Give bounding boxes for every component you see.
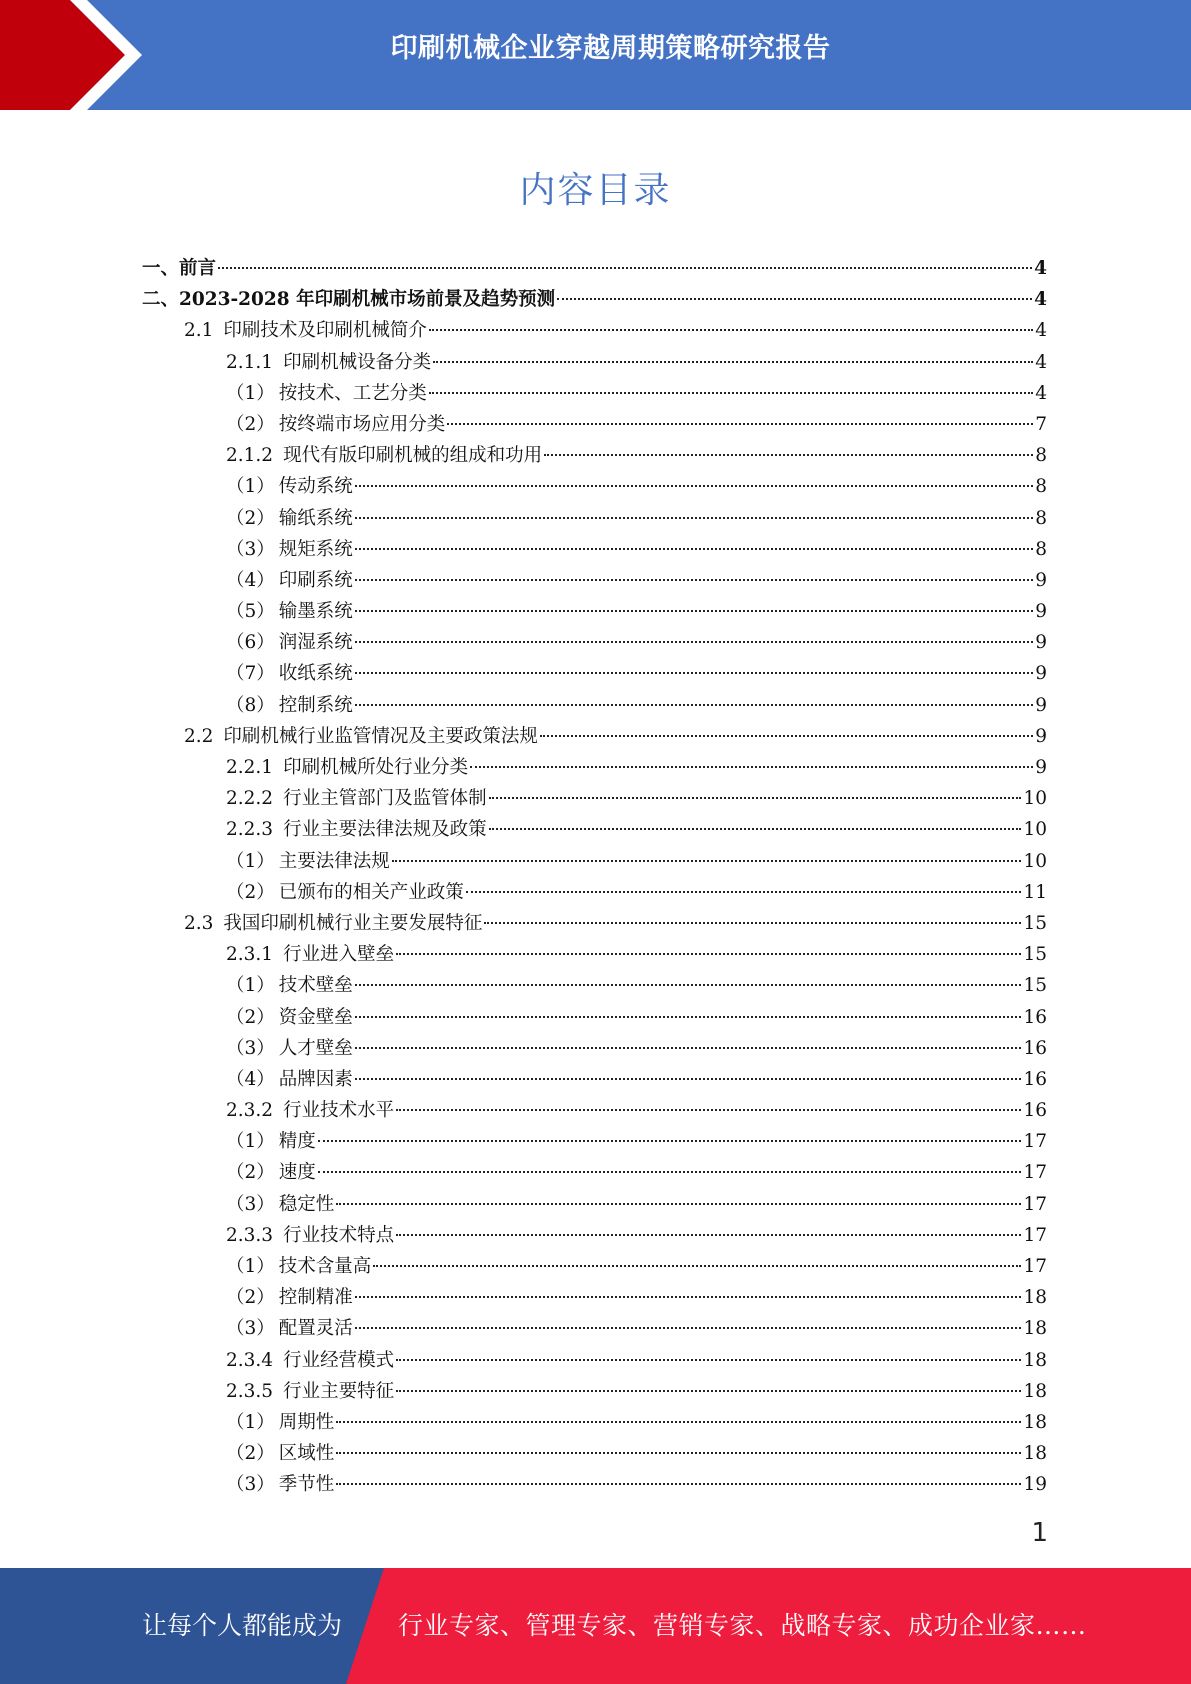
dot-leader — [544, 454, 1033, 456]
toc-entry[interactable] — [142, 784, 1047, 815]
toc-entry-page: 17 — [1023, 1193, 1047, 1215]
dot-leader — [355, 610, 1033, 612]
toc-entry-page: 11 — [1023, 881, 1047, 903]
toc-entry-title: 周期性 — [278, 1411, 335, 1433]
toc-entry-number: 2.3.3 — [226, 1224, 274, 1246]
toc-entry-number: 2.2.1 — [226, 757, 274, 778]
toc-entry-title: 现代有版印刷机械的组成和功用 — [283, 445, 543, 467]
toc-entry[interactable] — [142, 254, 1047, 285]
toc-entry[interactable] — [142, 1470, 1047, 1501]
toc-entry-number: 2.2.2 — [226, 788, 274, 810]
toc-entry-number: 二、 — [142, 289, 180, 311]
toc-entry-title: 配置灵活 — [278, 1318, 353, 1340]
toc-entry-title: 我国印刷机械行业主要发展特征 — [223, 912, 483, 934]
toc-entry[interactable] — [142, 1408, 1047, 1439]
toc-entry-title: 印刷机械设备分类 — [283, 351, 432, 373]
toc-entry[interactable] — [142, 1377, 1047, 1408]
dot-leader — [318, 1171, 1022, 1173]
toc-entry-number: 2.2 — [184, 725, 214, 747]
toc-entry-number: （1） — [226, 1131, 275, 1153]
page-number: 1 — [1031, 1518, 1048, 1548]
dot-leader — [429, 392, 1033, 394]
dot-leader — [429, 329, 1033, 331]
toc-entry-number: （5） — [226, 601, 275, 623]
dot-leader — [336, 1452, 1021, 1454]
toc-entry-page: 4 — [1035, 351, 1047, 373]
toc-entry-page: 17 — [1023, 1162, 1047, 1184]
toc-entry-title: 印刷机械所处行业分类 — [283, 757, 469, 778]
toc-entry-page: 9 — [1035, 757, 1047, 778]
dot-leader — [396, 1109, 1021, 1111]
dot-leader — [489, 828, 1022, 830]
toc-entry-page: 9 — [1035, 663, 1047, 685]
toc-heading: 内容目录 — [519, 170, 672, 211]
toc-entry-title: 2023-2028 年印刷机械市场前景及趋势预测 — [179, 289, 556, 311]
toc-entry-number: （2） — [226, 881, 275, 903]
toc-entry-page: 9 — [1035, 725, 1047, 747]
toc-entry-title: 规矩系统 — [278, 538, 353, 560]
toc-entry[interactable] — [142, 753, 1047, 784]
dot-leader — [318, 1140, 1022, 1142]
dot-leader — [396, 1234, 1021, 1236]
dot-leader — [355, 517, 1033, 519]
toc-entry-page: 18 — [1023, 1411, 1047, 1433]
toc-entry-page: 10 — [1023, 819, 1047, 841]
header-banner — [0, 0, 1191, 110]
dot-leader — [466, 891, 1022, 893]
toc-entry-number: （3） — [226, 538, 275, 560]
dot-leader — [355, 641, 1033, 643]
dot-leader — [355, 704, 1033, 706]
toc-entry-number: （6） — [226, 632, 275, 654]
toc-entry[interactable] — [142, 316, 1047, 347]
toc-entry[interactable] — [142, 628, 1047, 659]
toc-entry-page: 17 — [1023, 1224, 1047, 1246]
toc-entry-number: （1） — [226, 476, 275, 498]
toc-entry-number: 2.1 — [184, 320, 214, 342]
toc-entry[interactable] — [142, 1065, 1047, 1096]
toc-entry-number: （7） — [226, 663, 275, 685]
toc-entry-page: 15 — [1023, 912, 1047, 934]
toc-entry-number: （2） — [226, 1006, 275, 1028]
toc-entry-title: 前言 — [179, 258, 217, 279]
toc-entry-title: 印刷技术及印刷机械简介 — [223, 320, 427, 342]
dot-leader — [355, 548, 1033, 550]
toc-entry[interactable] — [142, 1346, 1047, 1377]
toc-entry-page: 16 — [1023, 1006, 1047, 1028]
toc-entry-title: 速度 — [278, 1162, 316, 1184]
dot-leader — [392, 860, 1022, 862]
toc-entry-page: 18 — [1023, 1349, 1047, 1371]
dot-leader — [336, 1483, 1021, 1485]
dot-leader — [355, 984, 1022, 986]
dot-leader — [355, 485, 1033, 487]
toc-entry[interactable] — [142, 909, 1047, 940]
toc-entry-page: 18 — [1023, 1318, 1047, 1340]
toc-entry-number: （2） — [226, 1287, 275, 1309]
toc-entry-page: 16 — [1023, 1037, 1047, 1059]
toc-entry-number: 2.1.2 — [226, 445, 274, 467]
dot-leader — [355, 1296, 1022, 1298]
toc-entry-page: 9 — [1035, 632, 1047, 654]
toc-entry[interactable] — [142, 847, 1047, 878]
toc-entry[interactable] — [142, 1283, 1047, 1314]
toc-entry[interactable] — [142, 379, 1047, 410]
dot-leader — [355, 1016, 1022, 1018]
footer-slogan-left: 让每个人都能成为 — [142, 1611, 343, 1640]
toc-entry-title: 按技术、工艺分类 — [278, 382, 427, 404]
toc-entry-title: 行业经营模式 — [283, 1349, 395, 1371]
toc-entry[interactable] — [142, 504, 1047, 535]
toc-entry[interactable] — [142, 535, 1047, 566]
toc-entry-title: 行业技术水平 — [283, 1100, 395, 1122]
dot-leader — [540, 735, 1033, 737]
toc-entry[interactable] — [142, 1034, 1047, 1065]
toc-entry-number: （2） — [226, 507, 275, 529]
footer-banner — [0, 1568, 1191, 1684]
toc-entry[interactable] — [142, 1190, 1047, 1221]
toc-entry-title: 已颁布的相关产业政策 — [278, 881, 464, 903]
toc-entry-page: 10 — [1023, 850, 1047, 872]
toc-entry-page: 18 — [1023, 1443, 1047, 1465]
toc-entry[interactable] — [142, 348, 1047, 379]
toc-entry[interactable] — [142, 597, 1047, 628]
toc-entry-title: 印刷系统 — [278, 569, 353, 591]
toc-entry-number: （3） — [226, 1037, 275, 1059]
toc-entry-number: 2.1.1 — [226, 351, 274, 373]
toc-entry-page: 18 — [1023, 1380, 1047, 1402]
toc-entry-number: 2.3.1 — [226, 944, 274, 966]
dot-leader — [396, 953, 1021, 955]
toc-entry[interactable] — [142, 940, 1047, 971]
toc-entry-title: 稳定性 — [278, 1193, 335, 1215]
dot-leader — [218, 267, 1032, 269]
toc-entry[interactable] — [142, 566, 1047, 597]
toc-entry-title: 印刷机械行业监管情况及主要政策法规 — [223, 725, 538, 747]
toc-entry-title: 润湿系统 — [278, 632, 353, 654]
toc-entry[interactable] — [142, 1127, 1047, 1158]
toc-entry-title: 行业主要特征 — [283, 1380, 395, 1402]
toc-entry-page: 4 — [1035, 382, 1047, 404]
toc-entry-page: 17 — [1023, 1256, 1047, 1277]
dot-leader — [489, 797, 1022, 799]
toc-entry[interactable] — [142, 691, 1047, 722]
toc-entry-number: 2.3.4 — [226, 1349, 274, 1371]
toc-entry-number: （1） — [226, 382, 275, 404]
dot-leader — [355, 1078, 1022, 1080]
toc-entry-title: 输墨系统 — [278, 601, 353, 623]
toc-entry-page: 9 — [1035, 601, 1047, 623]
dot-leader — [447, 423, 1033, 425]
toc-entry-title: 技术壁垒 — [278, 975, 353, 997]
toc-entry-number: （1） — [226, 1411, 275, 1433]
toc-entry-title: 行业进入壁垒 — [283, 944, 395, 966]
toc-entry[interactable] — [142, 815, 1047, 846]
toc-entry-title: 行业主管部门及监管体制 — [283, 788, 487, 810]
toc-entry-page: 9 — [1035, 569, 1047, 591]
toc-entry-number: （2） — [226, 1443, 275, 1465]
dot-leader — [373, 1265, 1021, 1267]
toc-entry[interactable] — [142, 441, 1047, 472]
toc-entry-page: 8 — [1035, 476, 1047, 498]
toc-entry-page: 16 — [1023, 1100, 1047, 1122]
dot-leader — [484, 922, 1021, 924]
toc-entry-number: 2.3.5 — [226, 1380, 274, 1402]
toc-entry-title: 按终端市场应用分类 — [278, 413, 446, 435]
toc-entry[interactable] — [142, 722, 1047, 753]
dot-leader — [470, 766, 1033, 768]
dot-leader — [355, 672, 1033, 674]
toc-entry-title: 主要法律法规 — [278, 850, 390, 872]
toc-entry-number: 2.3 — [184, 912, 214, 934]
dot-leader — [355, 1047, 1022, 1049]
toc-entry-number: （2） — [226, 413, 275, 435]
toc-entry-title: 人才壁垒 — [278, 1037, 353, 1059]
toc-entry-number: （4） — [226, 1068, 275, 1090]
toc-entry-page: 4 — [1035, 320, 1047, 342]
toc-entry-title: 控制系统 — [278, 694, 353, 716]
toc-entry-number: （3） — [226, 1193, 275, 1215]
toc-entry-title: 品牌因素 — [278, 1068, 353, 1090]
dot-leader — [336, 1421, 1021, 1423]
toc-entry-page: 16 — [1023, 1068, 1047, 1090]
toc-entry-number: （8） — [226, 694, 275, 716]
toc-entry[interactable] — [142, 878, 1047, 909]
toc-entry-page: 4 — [1034, 258, 1047, 279]
dot-leader — [355, 579, 1033, 581]
table-of-contents — [142, 254, 1047, 1502]
report-title: 印刷机械企业穿越周期策略研究报告 — [390, 33, 831, 64]
toc-entry-number: （1） — [226, 1256, 275, 1277]
dot-leader — [433, 361, 1033, 363]
toc-entry-title: 收纸系统 — [278, 663, 353, 685]
toc-entry[interactable] — [142, 1439, 1047, 1470]
toc-entry-page: 8 — [1035, 507, 1047, 529]
toc-entry-page: 18 — [1023, 1287, 1047, 1309]
toc-entry[interactable] — [142, 1096, 1047, 1127]
toc-entry-title: 资金壁垒 — [278, 1006, 353, 1028]
toc-entry[interactable] — [142, 659, 1047, 690]
toc-entry-number: （1） — [226, 975, 275, 997]
footer-slogan-right: 行业专家、管理专家、营销专家、战略专家、成功企业家…… — [398, 1611, 1087, 1640]
toc-entry-number: （3） — [226, 1318, 275, 1340]
toc-entry-title: 传动系统 — [278, 476, 353, 498]
toc-entry-title: 季节性 — [278, 1474, 335, 1496]
toc-entry-title: 行业主要法律法规及政策 — [283, 819, 487, 841]
toc-entry-number: （4） — [226, 569, 275, 591]
toc-entry-number: 2.3.2 — [226, 1100, 274, 1122]
toc-entry[interactable] — [142, 1158, 1047, 1189]
toc-entry-page: 4 — [1034, 289, 1047, 311]
toc-entry-title: 技术含量高 — [278, 1256, 372, 1277]
toc-entry-page: 10 — [1023, 788, 1047, 810]
toc-entry-number: （2） — [226, 1162, 275, 1184]
toc-entry[interactable] — [142, 1252, 1047, 1283]
toc-entry[interactable] — [142, 1003, 1047, 1034]
toc-entry-number: 一、 — [142, 258, 180, 279]
dot-leader — [336, 1203, 1021, 1205]
toc-entry-page: 19 — [1023, 1474, 1047, 1496]
toc-entry-title: 行业技术特点 — [283, 1224, 395, 1246]
toc-entry[interactable] — [142, 410, 1047, 441]
dot-leader — [557, 298, 1032, 300]
toc-entry[interactable] — [142, 285, 1047, 316]
dot-leader — [396, 1390, 1021, 1392]
toc-entry-page: 17 — [1023, 1131, 1047, 1153]
toc-entry-title: 输纸系统 — [278, 507, 353, 529]
dot-leader — [396, 1359, 1021, 1361]
toc-entry[interactable] — [142, 971, 1047, 1002]
toc-entry-page: 15 — [1023, 944, 1047, 966]
toc-entry[interactable] — [142, 472, 1047, 503]
toc-entry-number: 2.2.3 — [226, 819, 274, 841]
toc-entry-title: 精度 — [278, 1131, 316, 1153]
toc-entry-page: 8 — [1035, 538, 1047, 560]
dot-leader — [355, 1327, 1022, 1329]
toc-entry-title: 区域性 — [278, 1443, 335, 1465]
toc-entry[interactable] — [142, 1314, 1047, 1345]
toc-entry[interactable] — [142, 1221, 1047, 1252]
toc-entry-page: 7 — [1035, 413, 1047, 435]
toc-entry-page: 15 — [1023, 975, 1047, 997]
toc-entry-page: 9 — [1035, 694, 1047, 716]
toc-entry-page: 8 — [1035, 445, 1047, 467]
toc-entry-number: （1） — [226, 850, 275, 872]
toc-entry-title: 控制精准 — [278, 1287, 353, 1309]
toc-entry-number: （3） — [226, 1474, 275, 1496]
